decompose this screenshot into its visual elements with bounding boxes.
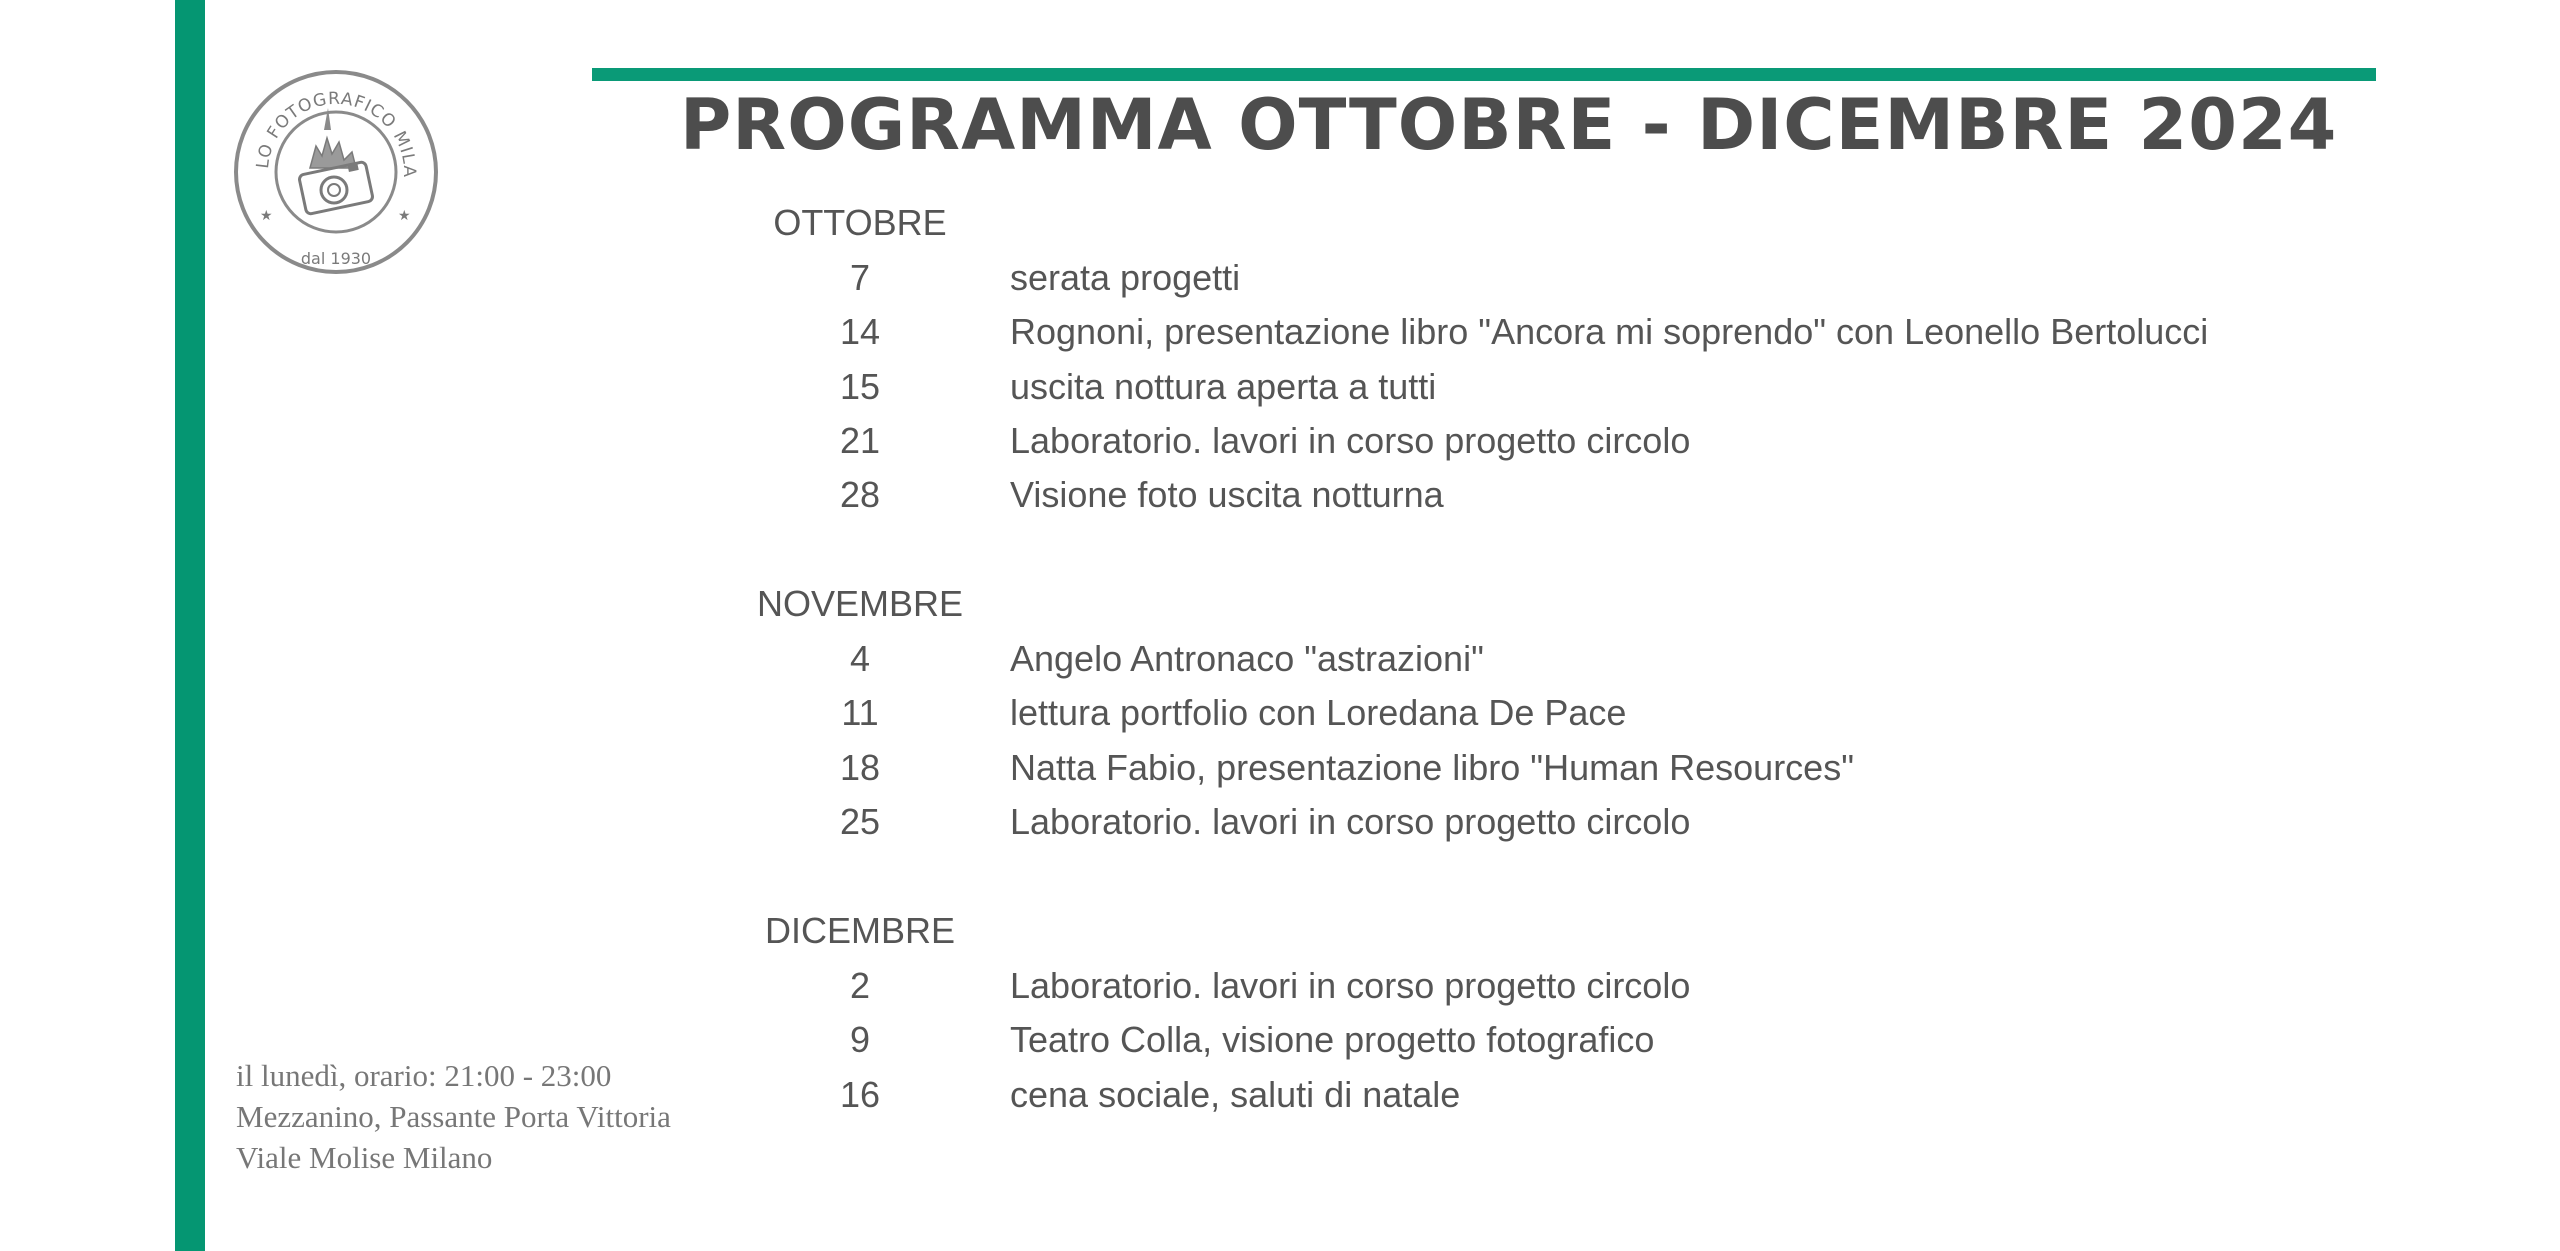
event-description: Rognoni, presentazione libro "Ancora mi soprendo" con Leonello Bertolucci xyxy=(1010,311,2209,352)
event-day: 21 xyxy=(839,420,881,461)
event-row xyxy=(0,472,2560,518)
event-description: serata progetti xyxy=(1010,257,1241,298)
meeting-schedule: il lunedì, orario: 21:00 - 23:00 xyxy=(236,1058,612,1093)
event-description: Angelo Antronaco "astrazioni" xyxy=(1010,638,1484,679)
event-description: Natta Fabio, presentazione libro "Human Resources" xyxy=(1010,747,1854,788)
event-description: Laboratorio. lavori in corso progetto circolo xyxy=(1010,420,1691,461)
event-day: 16 xyxy=(839,1074,881,1115)
event-row xyxy=(0,799,2560,845)
event-day: 28 xyxy=(839,474,881,515)
event-day: 4 xyxy=(849,638,871,679)
logo-ring-text: LO FOTOGRAFICO MILA xyxy=(252,88,420,179)
event-day: 25 xyxy=(839,801,881,842)
club-logo-icon xyxy=(232,68,440,276)
event-day: 14 xyxy=(839,311,881,352)
event-day: 9 xyxy=(849,1019,871,1060)
event-row xyxy=(0,418,2560,464)
event-day: 11 xyxy=(841,692,879,733)
event-row xyxy=(0,364,2560,410)
event-row xyxy=(0,255,2560,301)
svg-text:★: ★ xyxy=(398,207,411,223)
event-day: 18 xyxy=(839,747,881,788)
month-heading: DICEMBRE xyxy=(764,910,956,951)
left-accent-bar xyxy=(175,0,205,1251)
meeting-venue: Mezzanino, Passante Porta Vittoria xyxy=(236,1099,671,1134)
event-description: Laboratorio. lavori in corso progetto circolo xyxy=(1010,965,1691,1006)
event-description: lettura portfolio con Loredana De Pace xyxy=(1010,692,1627,733)
event-row xyxy=(0,309,2560,355)
event-description: uscita nottura aperta a tutti xyxy=(1010,366,1437,407)
event-day: 2 xyxy=(849,965,871,1006)
event-row xyxy=(0,690,2560,736)
event-day: 15 xyxy=(839,366,881,407)
event-row xyxy=(0,636,2560,682)
event-description: Laboratorio. lavori in corso progetto circolo xyxy=(1010,801,1691,842)
event-description: cena sociale, saluti di natale xyxy=(1010,1074,1461,1115)
meeting-address: Viale Molise Milano xyxy=(236,1140,493,1175)
svg-text:★: ★ xyxy=(260,207,273,223)
club-logo xyxy=(232,68,440,276)
month-heading: OTTOBRE xyxy=(773,202,947,243)
event-description: Teatro Colla, visione progetto fotografico xyxy=(1010,1019,1655,1060)
event-row xyxy=(0,963,2560,1009)
event-row xyxy=(0,745,2560,791)
meeting-info xyxy=(236,1055,671,1178)
event-description: Visione foto uscita notturna xyxy=(1010,474,1444,515)
month-heading: NOVEMBRE xyxy=(756,583,964,624)
logo-since-text: dal 1930 xyxy=(300,249,372,268)
event-day: 7 xyxy=(849,257,871,298)
page-title: PROGRAMMA OTTOBRE - DICEMBRE 2024 xyxy=(680,84,2338,166)
